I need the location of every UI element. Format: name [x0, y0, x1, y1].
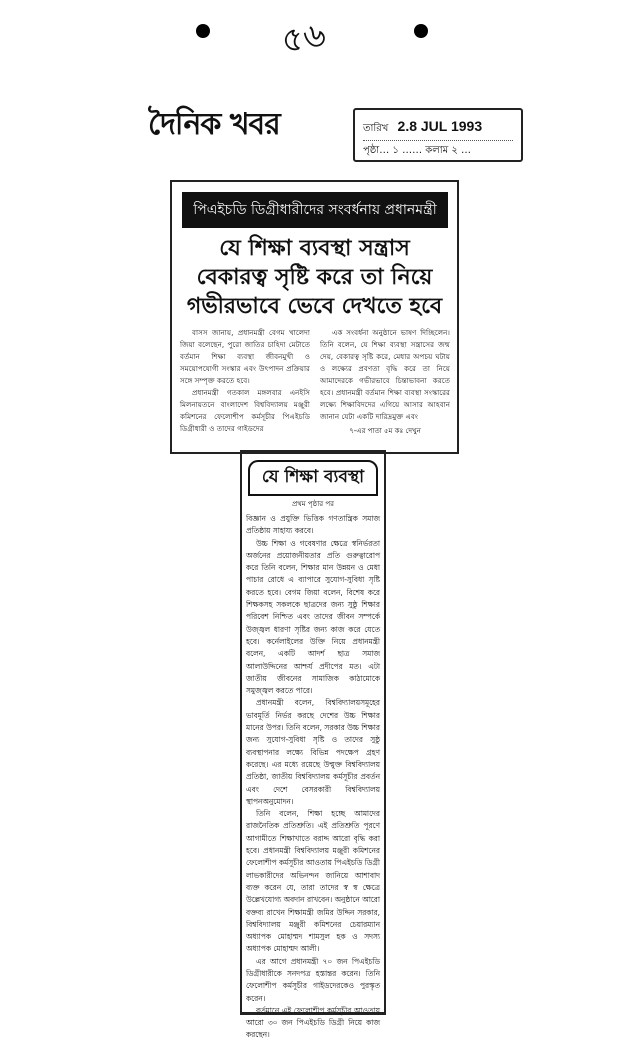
headline-line: যে শিক্ষা ব্যবস্থা সন্ত্রাস — [219, 236, 410, 261]
column-value: ২ — [451, 145, 458, 156]
continuation-heading: যে শিক্ষা ব্যবস্থা — [248, 460, 378, 496]
continued-from: প্রথম পৃষ্ঠার পর — [292, 500, 334, 508]
stamp-date: 2.8 JUL 1993 — [397, 118, 483, 134]
continuation-body — [242, 513, 384, 1042]
paragraph: এক সংবর্ধনা অনুষ্ঠানে ভাষণ দিচ্ছিলেন। তিনি বলেন, যে শিক্ষা ব্যবস্থা সন্ত্রাসের জন্ম দেয়, বেকারত্ব সৃষ্টি করে, মেধার অপচয় ঘটায় ও লক্ষ্যের প্রবণতা বৃদ্ধি করে তা নিয়ে আমাদেরকে গভীরভাবে চিন্তাভাবনা করতে হবে। প্রধানমন্ত্রী বর্তমান শিক্ষা ব্যবস্থা সংস্কারের লক্ষ্যে শিক্ষাবিদদের এগিয়ে আসার আহবান জানান যেটা একটি দারিদ্রমুক্ত এবং — [320, 328, 450, 421]
article-main — [170, 180, 459, 454]
article-column-2 — [320, 327, 450, 437]
handwritten-mark: ৫৬ — [278, 14, 329, 62]
continued-note: ৭-এর পাতা ৫ম কঃ দেখুন — [349, 427, 421, 435]
article-headline — [172, 234, 457, 321]
article-banner: পিএইচডি ডিগ্রীধারীদের সংবর্ধনায় প্রধানমন্ত্রী — [182, 192, 448, 228]
paragraph: এর আগে প্রধানমন্ত্রী ৭০ জন পিএইচডি ডিগ্রীধারীকে সনদপত্র হস্তান্তর করেন। তিনি ফেলোশীপ কর্মসূচীর গাইডদেরকেও পুরস্কৃত করেন। — [246, 956, 380, 1003]
headline-line: গভীরভাবে ভেবে দেখতে হবে — [186, 294, 443, 319]
paragraph: বর্তমানে এই ফেলোশীপ কর্মসূচীর আওতায় আরো ৩০ জন পিএইচডি ডিগ্রী নিয়ে কাজ করছেন। — [246, 1005, 380, 1040]
column-label: কলাম — [425, 145, 449, 156]
page-label: পৃষ্ঠা — [363, 145, 380, 156]
headline-line: বেকারত্ব সৃষ্টি করে তা নিয়ে — [196, 265, 433, 290]
paragraph: প্রধানমন্ত্রী গতকাল মঙ্গলবার এনইসি মিলনায়তনে বাংলাদেশ বিশ্ববিদ্যালয় মঞ্জুরী কমিশনের ফেলোশীপ কর্মসূচীর পিএইচডি ডিগ্রীধারী ও তাদের গাইডদের — [180, 388, 310, 433]
paragraph: বাসস জানায়, প্রধানমন্ত্রী বেগম খালেদা জিয়া বলেছেন, পুরো জাতির চাহিদা মেটাতে বর্তমান শিক্ষা ব্যবস্থা জীবনমুখী ও সময়োপযোগী সংস্কার এবং উৎপাদন প্রক্রিয়ার সঙ্গে সম্পৃক্ত করতে হবে। — [180, 328, 310, 385]
punch-hole-left — [196, 24, 210, 38]
article-continuation — [240, 450, 386, 1040]
punch-hole-right — [414, 24, 428, 38]
paragraph: প্রধানমন্ত্রী বলেন, বিশ্ববিদ্যালয়সমূহের ভাবমূর্তি নির্ভর করছে দেশের উচ্চ শিক্ষার মানের উপর। তিনি বলেন, সরকার উচ্চ শিক্ষার জন্য সুযোগ-সুবিধা সৃষ্টি ও তাদের সুষ্ঠু ব্যবস্থাপনার লক্ষ্যে বিভিন্ন পদক্ষেপ গ্রহণ করেছে। এর মধ্যে রয়েছে উন্মুক্ত বিশ্ববিদ্যালয় প্রতিষ্ঠা, জাতীয় বিশ্ববিদ্যালয় কর্মসূচীর প্রবর্তন এবং দেশে বেসরকারী বিশ্ববিদ্যালয় স্থাপনঅনুমোদন। — [246, 698, 380, 806]
paragraph: বিজ্ঞান ও প্রযুক্তি ভিত্তিক গণতান্ত্রিক সমাজ প্রতিষ্ঠায় সাহায্য করবে। — [246, 514, 380, 536]
page-value: ১ — [392, 145, 399, 156]
paragraph: তিনি বলেন, শিক্ষা হচ্ছে আমাদের রাজনৈতিক প্রতিশ্রুতি। এই প্রতিশ্রুতি পূরণে আগামীতে শিক্ষাখাতে বরাদ্দ আরো বৃদ্ধি করা হবে। প্রধানমন্ত্রী বিশ্ববিদ্যালয় মঞ্জুরী কমিশনের ফেলোশীপ কর্মসূচীর আওতায় পিএইচডি ডিগ্রী লাভকারীদের অভিনন্দন জানিয়ে আশাবাদ ব্যক্ত করেন যে, তারা তাদের স্ব স্ব ক্ষেত্রে উল্লেখযোগ্য অবদান রাখবেন। অনুষ্ঠানে আরো বক্তব্য রাখেন শিক্ষামন্ত্রী জমির উদ্দিন সরকার, বিশ্ববিদ্যালয় মঞ্জুরী কমিশনের চেয়ারম্যান অধ্যাপক মোহাম্মদ শামসুল হক ও সদস্য অধ্যাপক মোহাম্মদ আলী। — [246, 809, 380, 954]
article-column-1 — [180, 327, 310, 437]
date-stamp: তারিখ 2.8 JUL 1993 পৃষ্ঠা… ১ …… কলাম ২ … — [353, 108, 523, 162]
article-body — [180, 327, 450, 437]
newspaper-masthead: দৈনিক খবর — [148, 107, 280, 142]
paragraph: উচ্চ শিক্ষা ও গবেষণার ক্ষেত্রে স্বনির্ভরতা অর্জনের প্রয়োজনীয়তার প্রতি গুরুত্বারোপ করে তিনি বলেন, শিক্ষার মান উন্নয়ন ও মেধা পাচার রোধে এ ব্যাপারে সুযোগ-সুবিধা সৃষ্টি করতে হবে। বেগম জিয়া বলেন, বিশেষ করে শিক্ষকসহ সকলকে ছাত্রদের জন্য সুষ্ঠু শিক্ষার পরিবেশ নিশ্চিত এবং তাদের জীবন সম্পর্কে উজ্জ্বল ধারণা সৃষ্টির জন্য কাজ করে যেতে হবে। কর্নেলাইলের উক্তি নিয়ে প্রধানমন্ত্রী বলেন, একটি আদর্শ ছাত্র সমাজ আলাউদ্দিনের আশ্চর্য প্রদীপের মত। এটা জাতীয় জীবনের সামাজিক কাঠামোকে সমুজ্জ্বল করতে পারে। — [246, 538, 380, 696]
date-label: তারিখ — [363, 123, 389, 134]
